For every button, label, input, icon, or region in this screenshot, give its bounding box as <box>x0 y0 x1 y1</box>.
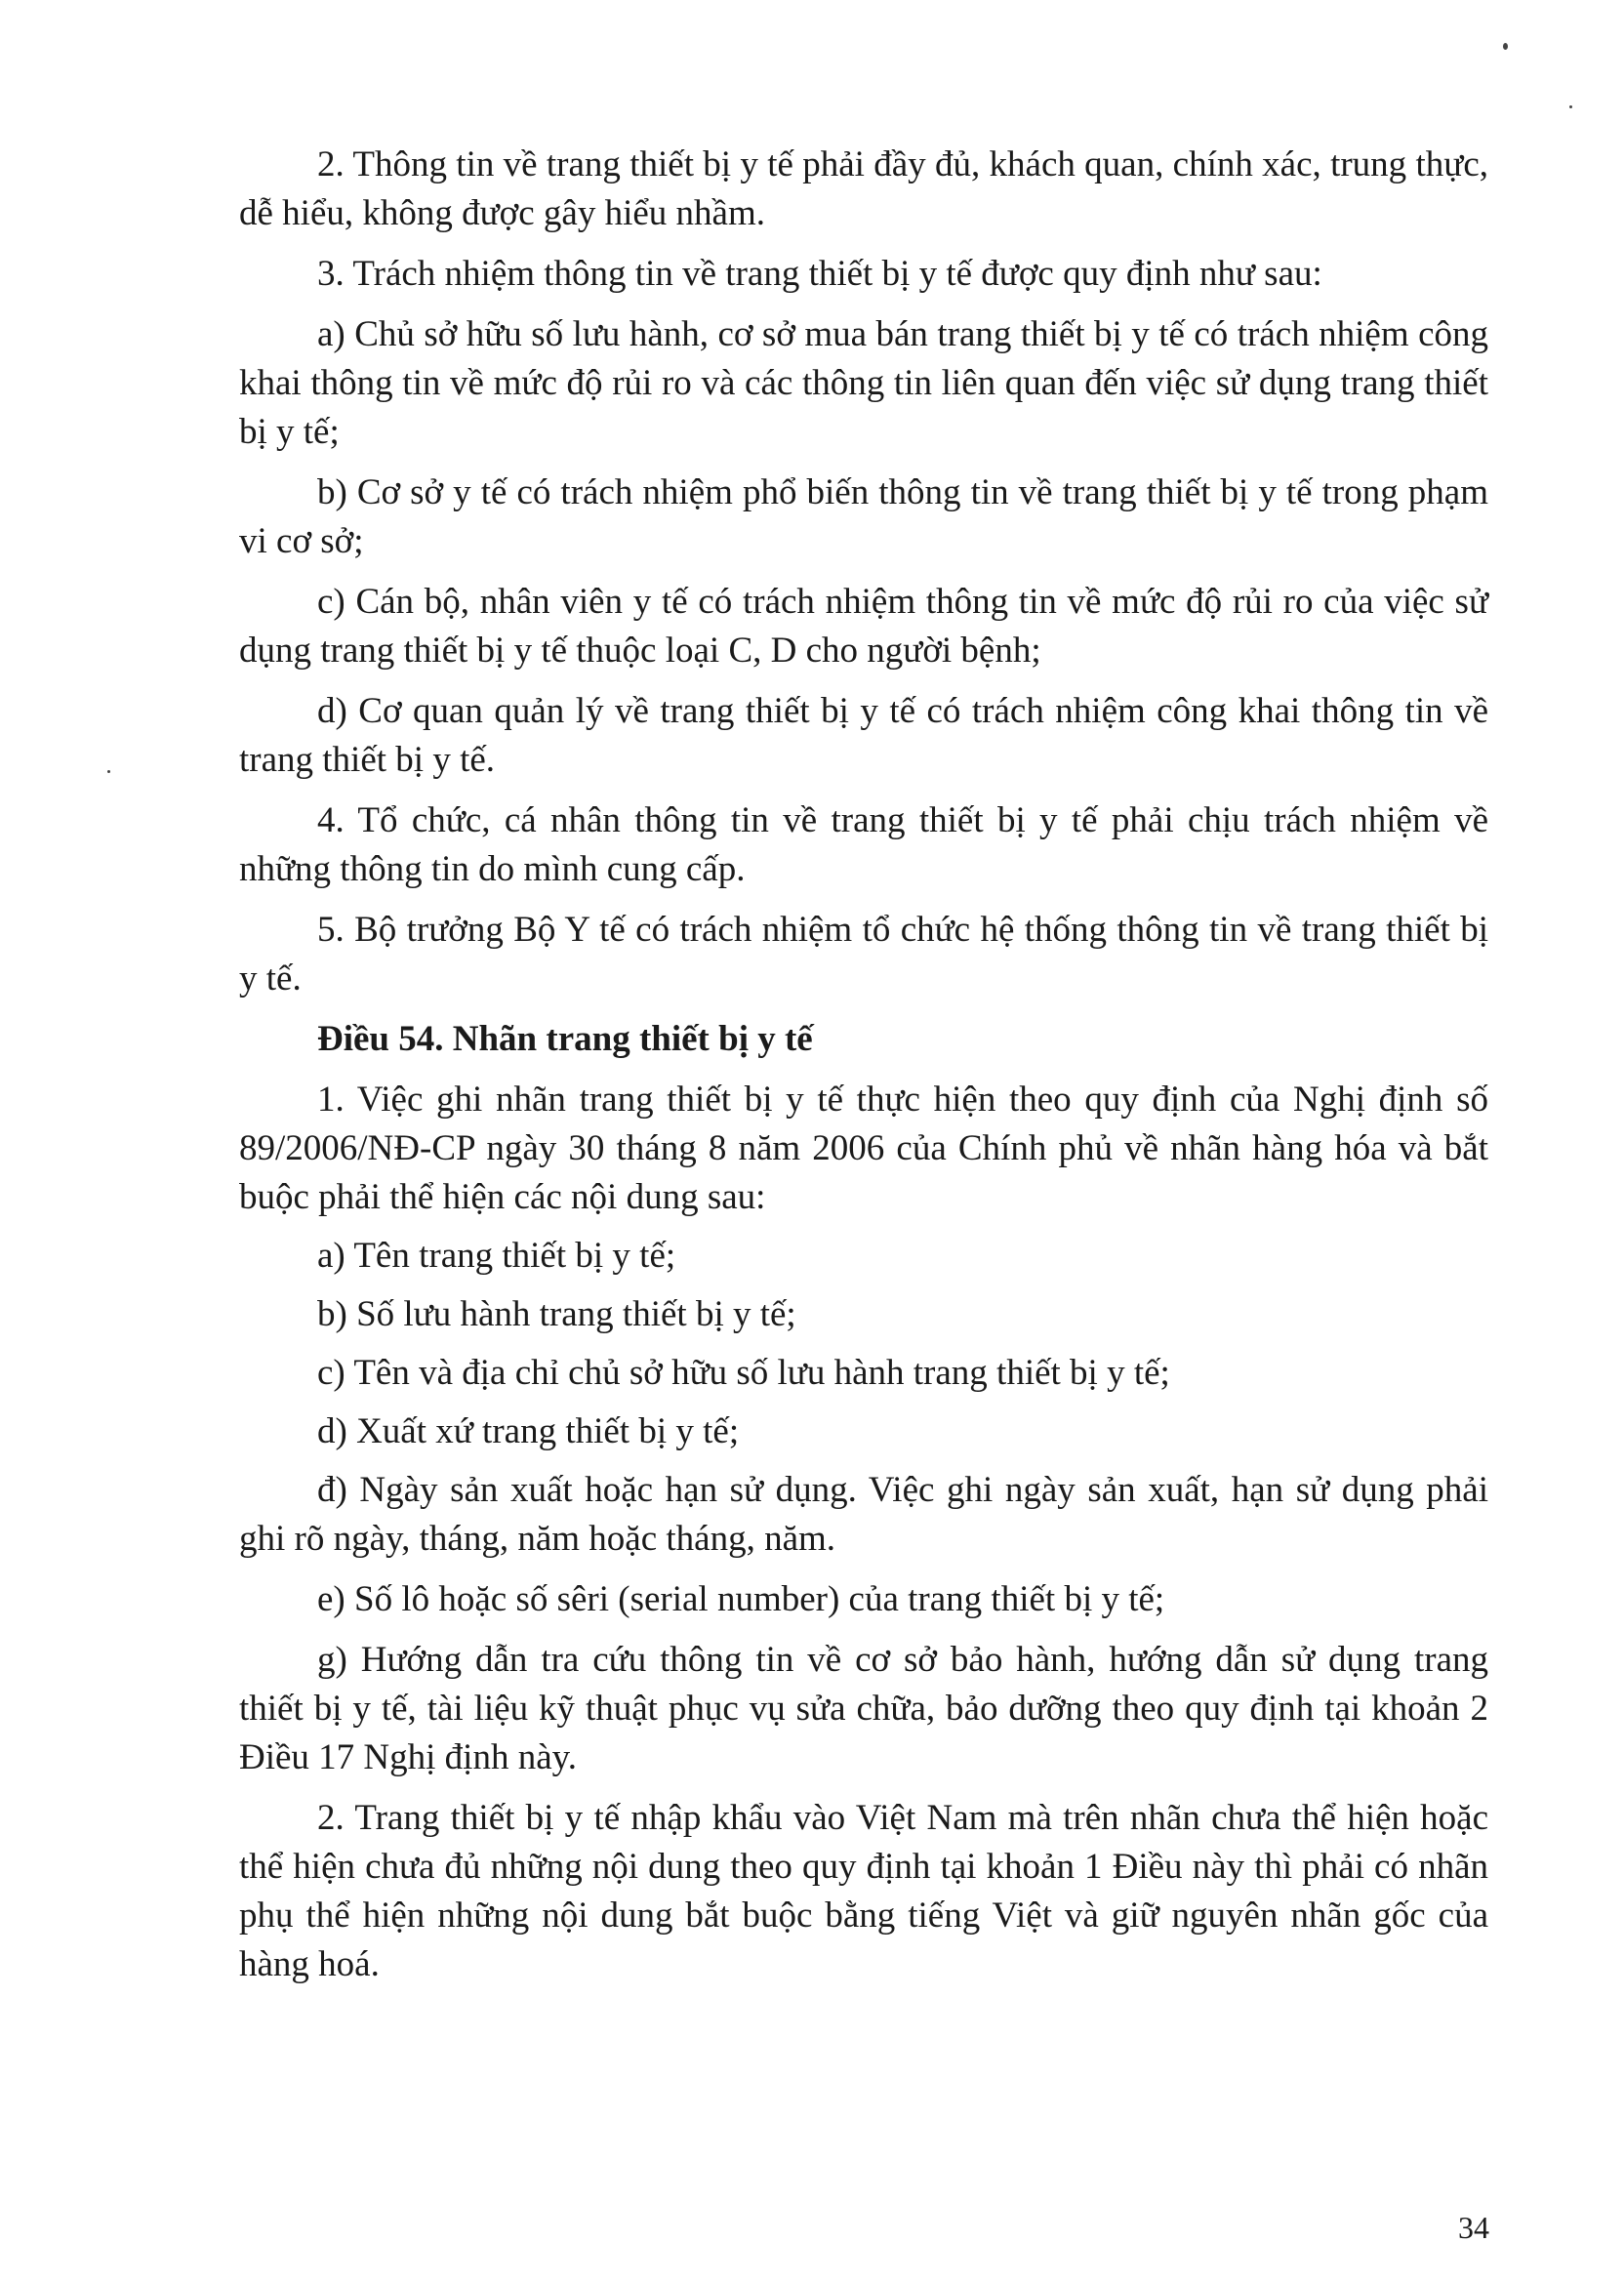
article-54-item-1: 1. Việc ghi nhãn trang thiết bị y tế thực hiện theo quy định của Nghị định số 89/2006/NĐ-CP ngày 30 tháng 8 năm 2006 của Chính phủ về nhãn hàng hóa và bắt buộc phải thể hiện các nội dung sau: <box>239 1080 1488 1217</box>
article-54-heading: Điều 54. Nhãn trang thiết bị y tế <box>317 1019 813 1059</box>
scan-speck <box>107 770 110 773</box>
article-54-clause-g: g) Hướng dẫn tra cứu thông tin về cơ sở bảo hành, hướng dẫn sử dụng trang thiết bị y tế, tài liệu kỹ thuật phục vụ sửa chữa, bảo dưỡng theo quy định tại khoản 2 Điều 17 Nghị định này. <box>239 1640 1488 1777</box>
document-body <box>239 141 1488 2001</box>
page-number: 34 <box>1458 2210 1489 2245</box>
article-54-clause-dd: đ) Ngày sản xuất hoặc hạn sử dụng. Việc ghi ngày sản xuất, hạn sử dụng phải ghi rõ ngày, tháng, năm hoặc tháng, năm. <box>239 1470 1488 1559</box>
article-54-item-2: 2. Trang thiết bị y tế nhập khẩu vào Việt Nam mà trên nhãn chưa thể hiện hoặc thể hiện chưa đủ những nội dung theo quy định tại khoản 1 Điều này thì phải có nhãn phụ thể hiện những nội dung bắt buộc bằng tiếng Việt và giữ nguyên nhãn gốc của hàng hoá. <box>239 1798 1488 1984</box>
article-54-clause-d: d) Xuất xứ trang thiết bị y tế; <box>317 1411 740 1451</box>
article-54-clause-e: e) Số lô hoặc số sêri (serial number) của trang thiết bị y tế; <box>317 1579 1165 1619</box>
scan-speck <box>1503 43 1508 50</box>
paragraph-responsibility-intro: 3. Trách nhiệm thông tin về trang thiết bị y tế được quy định như sau: <box>317 254 1322 294</box>
paragraph-information-accuracy: 2. Thông tin về trang thiết bị y tế phải đầy đủ, khách quan, chính xác, trung thực, dễ hiểu, không được gây hiểu nhầm. <box>239 144 1488 233</box>
paragraph-clause-a: a) Chủ sở hữu số lưu hành, cơ sở mua bán trang thiết bị y tế có trách nhiệm công khai thông tin về mức độ rủi ro và các thông tin liên quan đến việc sử dụng trang thiết bị y tế; <box>239 314 1488 452</box>
paragraph-clause-c: c) Cán bộ, nhân viên y tế có trách nhiệm thông tin về mức độ rủi ro của việc sử dụng trang thiết bị y tế thuộc loại C, D cho người bệnh; <box>239 582 1488 671</box>
article-54-clause-b: b) Số lưu hành trang thiết bị y tế; <box>317 1294 796 1334</box>
article-54-clause-c: c) Tên và địa chỉ chủ sở hữu số lưu hành trang thiết bị y tế; <box>317 1353 1170 1393</box>
paragraph-clause-b: b) Cơ sở y tế có trách nhiệm phổ biến thông tin về trang thiết bị y tế trong phạm vi cơ sở; <box>239 472 1488 561</box>
scan-speck <box>1569 105 1572 108</box>
paragraph-item-4: 4. Tổ chức, cá nhân thông tin về trang thiết bị y tế phải chịu trách nhiệm về những thông tin do mình cung cấp. <box>239 800 1488 889</box>
paragraph-clause-d: d) Cơ quan quản lý về trang thiết bị y tế có trách nhiệm công khai thông tin về trang thiết bị y tế. <box>239 691 1488 780</box>
paragraph-item-5: 5. Bộ trưởng Bộ Y tế có trách nhiệm tổ chức hệ thống thông tin về trang thiết bị y tế. <box>239 910 1488 999</box>
article-54-clause-a: a) Tên trang thiết bị y tế; <box>317 1236 676 1276</box>
